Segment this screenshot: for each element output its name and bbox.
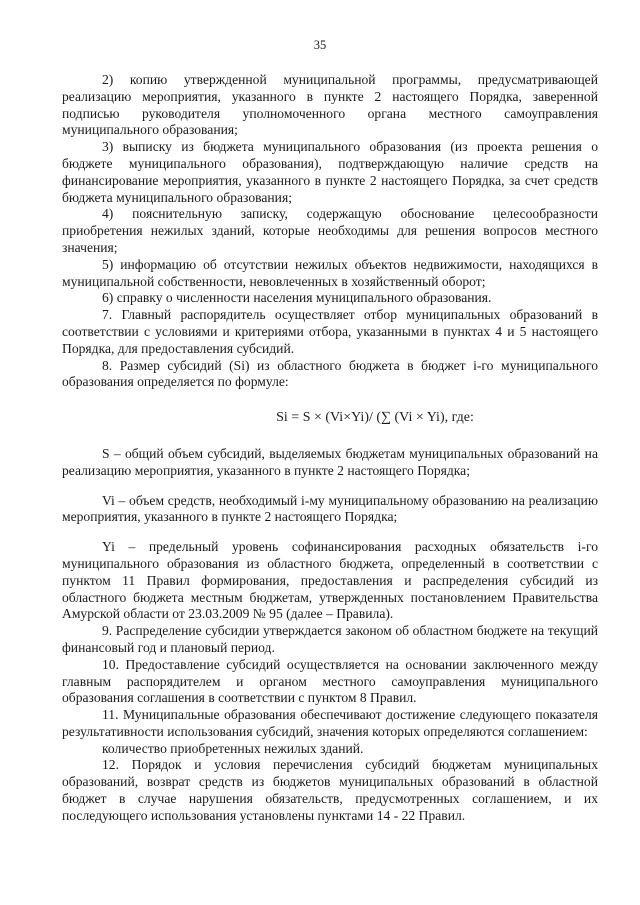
definition-vi: Vi – объем средств, необходимый i-му муниципальному образованию на реализацию мероприятия, указанного в пункте 2 настоящего Порядка; [62,492,598,525]
paragraph-clause-9: 9. Распределение субсидии утверждается законом об областном бюджете на текущий финансовый год и плановый период. [62,623,598,655]
page-number: 35 [313,38,327,52]
paragraph-item-6: 6) справку о численности населения муниципального образования. [102,290,492,306]
paragraph-clause-10: 10. Предоставление субсидий осуществляется на основании заключенного между главным распорядителем и органом местного самоуправления муниципального образования соглашения в соответствии с пунктом 8 Правил. [62,656,598,706]
paragraph-item-3: 3) выписку из бюджета муниципального образования (из проекта решения о бюджете муниципального образования), подтверждающую наличие средств на финансирование мероприятия, указанного в пункте 2 настоящего Порядка, за счет средств бюджета муниципального образования; [62,139,598,205]
paragraph-item-4: 4) пояснительную записку, содержащую обоснование целесообразности приобретения нежилых зданий, которые необходимы для решения вопросов местного значения; [62,206,598,255]
definition-yi: Yi – предельный уровень софинансирования расходных обязательств i-го муниципального образования из областного бюджета, определенный в соответствии с пунктом 11 Правил формирования, предоставления и распределения субсидий из областного бюджета местным бюджетам, утвержденных постановлением Правительства Амурской области от 23.03.2009 № 95 (далее – Правила). [62,539,598,622]
document-body [62,72,598,825]
paragraph-item-5: 5) информацию об отсутствии нежилых объектов недвижимости, находящихся в муниципальной собственности, невовлеченных в хозяйственный оборот; [62,256,598,289]
paragraph-clause-7: 7. Главный распорядитель осуществляет отбор муниципальных образований в соответствии с условиями и критериями отбора, указанными в пунктах 4 и 5 настоящего Порядка, для предоставления субсидий. [62,307,598,356]
paragraph-clause-11: 11. Муниципальные образования обеспечивают достижение следующего показателя результативности использования субсидий, значения которых определяются соглашением: [62,707,598,739]
paragraph-item-2: 2) копию утвержденной муниципальной программы, предусматривающей реализацию мероприятия, указанного в пункте 2 настоящего Порядка, заверенной подписью руководителя уполномоченного органа местного самоуправления муниципального образования; [62,72,598,138]
subsidy-formula: Si = S × (Vi×Yi)/ (∑ (Vi × Yi), где: [276,410,474,426]
paragraph-clause-12: 12. Порядок и условия перечисления субсидий бюджетам муниципальных образований, возврат средств из бюджетов муниципальных образований в областной бюджет в случае нарушения обязательств, предусмотренных соглашением, и их последующего использования установлены пунктами 14 - 22 Правил. [62,757,598,823]
result-indicator: количество приобретенных нежилых зданий. [102,740,364,756]
definition-s: S – общий объем субсидий, выделяемых бюджетам муниципальных образований на реализацию мероприятия, указанного в пункте 2 настоящего Порядка; [62,445,598,478]
paragraph-clause-8: 8. Размер субсидий (Si) из областного бюджета в бюджет i-го муниципального образования определяется по формуле: [62,357,598,390]
